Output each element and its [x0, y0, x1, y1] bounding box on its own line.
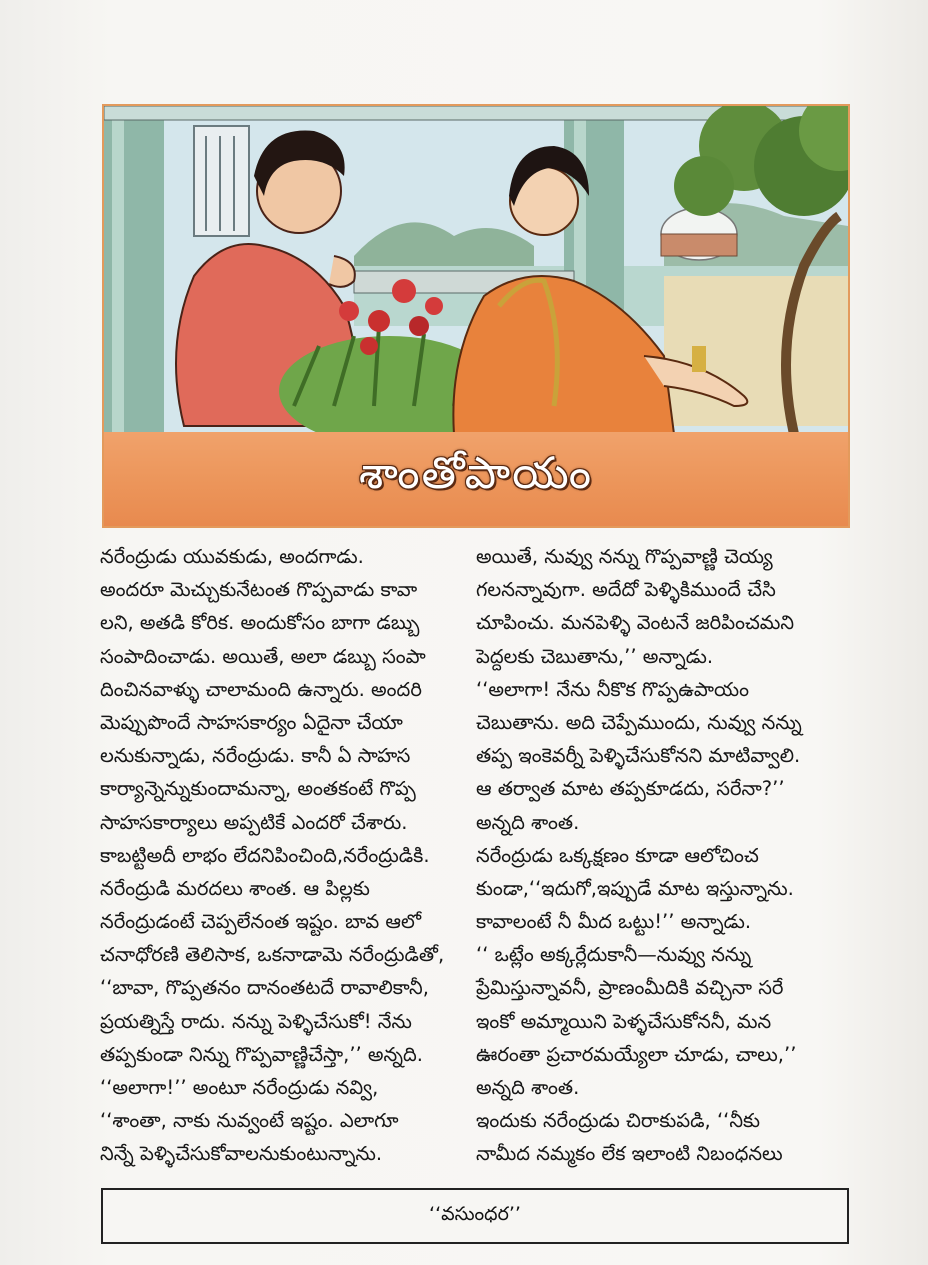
text-line: నరేంద్రుడంటే చెప్పలేనంత ఇష్టం. బావ ఆలో [100, 910, 422, 934]
right-text-column [476, 540, 848, 1171]
text-line: ఊరంతా ప్రచారమయ్యేలా చూడు, చాలు,’’ [476, 1042, 797, 1066]
story-title: శాంతోపాయం [358, 448, 594, 499]
text-line: చూపించు. మనపెళ్ళి వెంటనే జరిపించమని [476, 611, 795, 635]
text-line: సంపాదించాడు. అయితే, అలా డబ్బు సంపా [100, 644, 426, 668]
illustration-art [104, 106, 848, 434]
author-signature: ‘‘వసుంధర’’ [429, 1202, 521, 1225]
author-signature-box [101, 1188, 849, 1244]
text-line: లని, అతడి కోరిక. అందుకోసం బాగా డబ్బు [100, 611, 420, 635]
text-line: తప్పకుండా నిన్ను గొప్పవాణ్ణిచేస్తా,’’ అన్నది. [100, 1042, 423, 1066]
text-line: ఇంకో అమ్మాయిని పెళ్ళచేసుకోననీ, మన [476, 1009, 772, 1033]
text-line: దించినవాళ్ళు చాలామంది ఉన్నారు. అందరి [100, 677, 422, 701]
story-illustration [102, 104, 850, 434]
text-line: ‘‘ ఒట్లేం అక్కర్లేదుకానీ—నువ్వు నన్ను [476, 943, 752, 967]
text-line: ‘‘అలాగా! నేను నీకొక గొప్పఉపాయం [476, 677, 750, 701]
text-line: గలనన్నావుగా. అదేదో పెళ్ళికిముందే చేసి [476, 578, 776, 602]
text-line: ‘‘శాంతా, నాకు నువ్వంటే ఇష్టం. ఎలాగూ [100, 1109, 399, 1133]
text-line: సాహసకార్యాలు అప్పటికే ఎందరో చేశారు. [100, 810, 408, 834]
text-line: నిన్నే పెళ్ళిచేసుకోవాలనుకుంటున్నాను. [100, 1142, 383, 1166]
text-line: ప్రేమిస్తున్నావనీ, ప్రాణంమీదికి వచ్చినా సరే [476, 976, 784, 1000]
text-line: ఇందుకు నరేంద్రుడు చిరాకుపడి, ‘‘నీకు [476, 1109, 760, 1133]
text-line: నామీద నమ్మకం లేక ఇలాంటి నిబంధనలు [476, 1142, 783, 1166]
text-line: కుండా,‘‘ఇదుగో,ఇప్పుడే మాట ఇస్తున్నాను. [476, 876, 794, 900]
text-line: కార్యాన్నెన్నుకుందామన్నా, అంతకంటే గొప్ప [100, 777, 416, 801]
text-line: నరేంద్రుడు యువకుడు, అందగాడు. [100, 545, 364, 568]
text-line: చనాధోరణి తెలిసాక, ఒకనాడామె నరేంద్రుడితో, [100, 943, 445, 967]
text-line: ‘‘అలాగా!’’ అంటూ నరేంద్రుడు నవ్వి, [100, 1076, 379, 1099]
title-band [102, 432, 850, 528]
text-line: కాబట్టిఅదీ లాభం లేదనిపించింది,నరేంద్రుడికి. [100, 843, 430, 867]
text-line: లనుకున్నాడు, నరేంద్రుడు. కానీ ఏ సాహస [100, 744, 411, 768]
text-line: తప్ప ఇంకెవర్నీ పెళ్ళిచేసుకోనని మాటివ్వాలి. [476, 744, 801, 768]
text-line: మెప్పుపొందే సాహసకార్యం ఏదైనా చేయా [100, 710, 403, 734]
text-line: అందరూ మెచ్చుకునేటంత గొప్పవాడు కావా [100, 578, 418, 602]
text-line: పెద్దలకు చెబుతాను,’’ అన్నాడు. [476, 644, 714, 668]
text-line: చెబుతాను. అది చెప్పేముందు, నువ్వు నన్ను [476, 710, 802, 734]
text-line: ‘‘బావా, గొప్పతనం దానంతటదే రావాలికానీ, [100, 976, 429, 1000]
text-line: నరేంద్రుడి మరదలు శాంత. ఆ పిల్లకు [100, 876, 370, 900]
text-line: ఆ తర్వాత మాట తప్పకూడదు, సరేనా?’’ [476, 777, 785, 801]
text-line: అన్నది శాంత. [476, 1076, 580, 1099]
text-line: అన్నది శాంత. [476, 810, 580, 834]
text-line: ప్రయత్నిస్తే రాదు. నన్ను పెళ్ళిచేసుకో! నేను [100, 1009, 412, 1033]
text-line: అయితే, నువ్వు నన్ను గొప్పవాణ్ణి చెయ్య [476, 545, 773, 568]
left-text-column [100, 540, 472, 1171]
text-line: కావాలంటే నీ మీద ఒట్టు!’’ అన్నాడు. [476, 910, 752, 934]
text-line: నరేంద్రుడు ఒక్కక్షణం కూడా ఆలోచించ [476, 843, 759, 867]
